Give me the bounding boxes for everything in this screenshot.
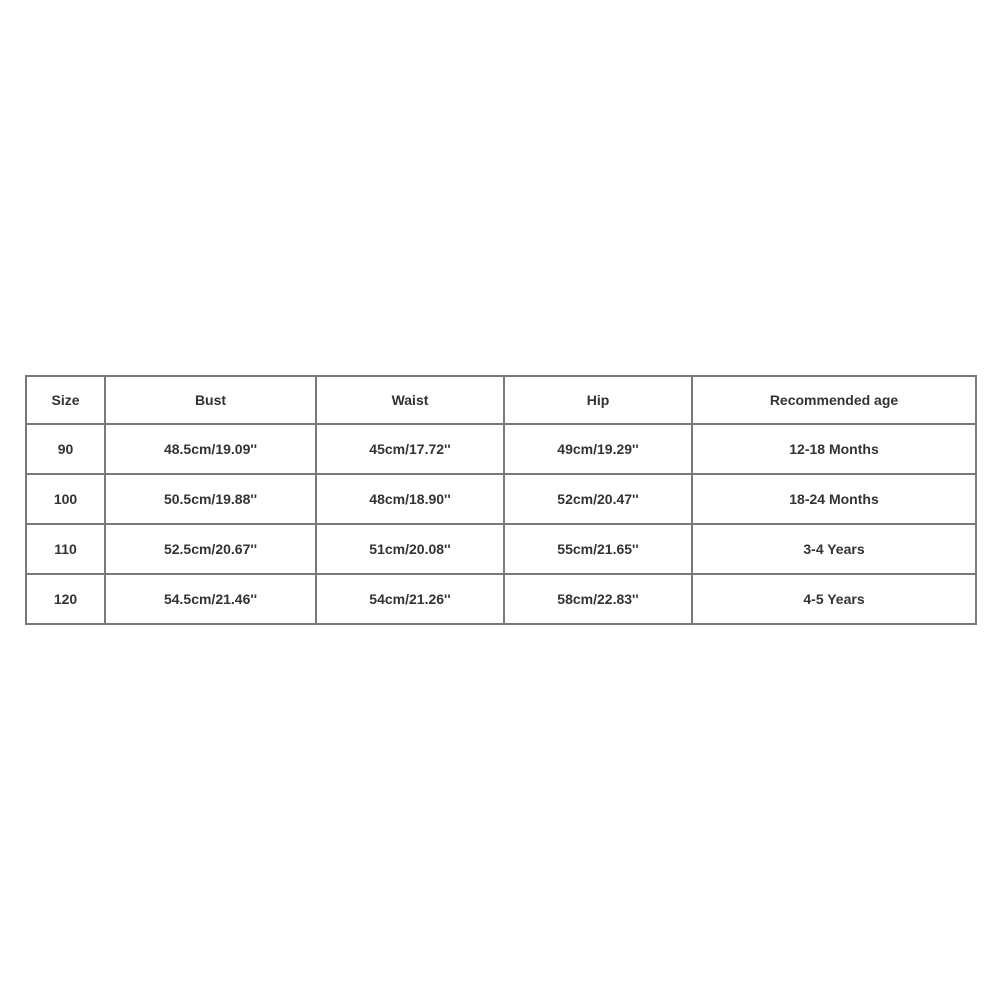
cell-hip: 58cm/22.83'' — [504, 574, 692, 624]
column-header-waist: Waist — [316, 376, 504, 424]
cell-waist: 54cm/21.26'' — [316, 574, 504, 624]
table-row — [26, 524, 976, 574]
column-header-bust: Bust — [105, 376, 316, 424]
table-header — [26, 376, 976, 424]
cell-recommended-age: 18-24 Months — [692, 474, 976, 524]
size-chart-table — [25, 375, 977, 625]
cell-hip: 52cm/20.47'' — [504, 474, 692, 524]
column-header-size: Size — [26, 376, 105, 424]
column-header-hip: Hip — [504, 376, 692, 424]
table-row — [26, 424, 976, 474]
table-row — [26, 474, 976, 524]
column-header-recommended-age: Recommended age — [692, 376, 976, 424]
cell-waist: 51cm/20.08'' — [316, 524, 504, 574]
cell-bust: 48.5cm/19.09'' — [105, 424, 316, 474]
cell-size: 90 — [26, 424, 105, 474]
header-row — [26, 376, 976, 424]
cell-hip: 49cm/19.29'' — [504, 424, 692, 474]
cell-bust: 50.5cm/19.88'' — [105, 474, 316, 524]
cell-bust: 54.5cm/21.46'' — [105, 574, 316, 624]
table-body — [26, 424, 976, 624]
cell-size: 100 — [26, 474, 105, 524]
cell-size: 110 — [26, 524, 105, 574]
cell-hip: 55cm/21.65'' — [504, 524, 692, 574]
cell-bust: 52.5cm/20.67'' — [105, 524, 316, 574]
cell-recommended-age: 12-18 Months — [692, 424, 976, 474]
cell-waist: 48cm/18.90'' — [316, 474, 504, 524]
cell-recommended-age: 4-5 Years — [692, 574, 976, 624]
cell-waist: 45cm/17.72'' — [316, 424, 504, 474]
cell-size: 120 — [26, 574, 105, 624]
cell-recommended-age: 3-4 Years — [692, 524, 976, 574]
table-row — [26, 574, 976, 624]
